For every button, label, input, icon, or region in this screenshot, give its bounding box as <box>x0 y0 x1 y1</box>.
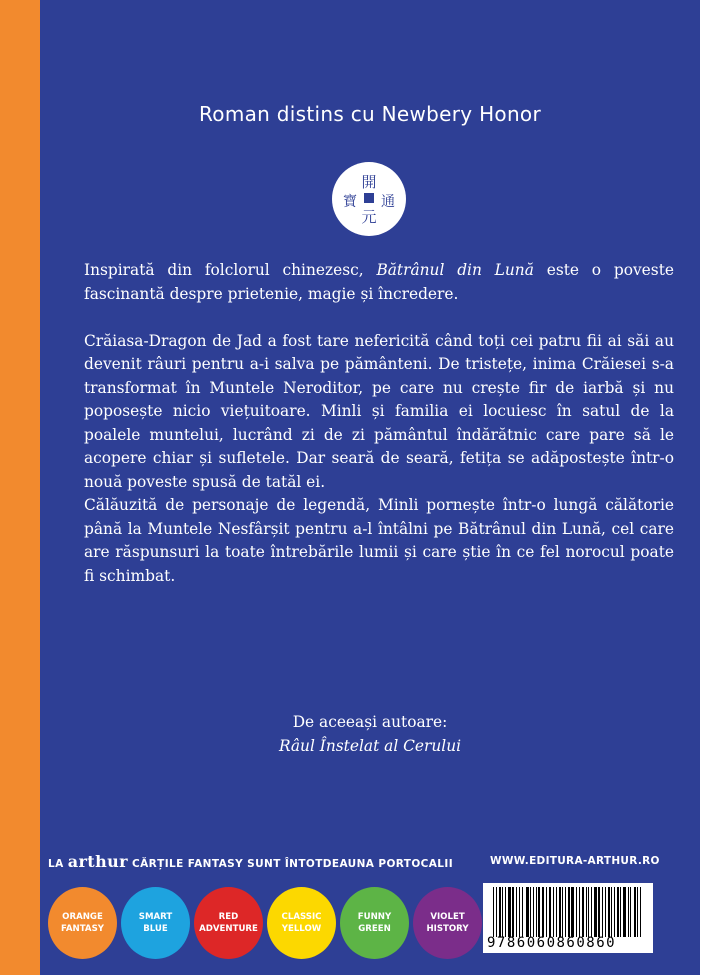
other-book-title: Râul Înstelat al Cerului <box>278 736 462 755</box>
svg-text:通: 通 <box>381 194 395 210</box>
publisher-logo: arthur <box>67 852 128 871</box>
coin-seal-logo <box>332 162 406 236</box>
collection-badge: FUNNY GREEN <box>340 887 409 959</box>
barcode-bar <box>516 887 517 937</box>
svg-text:寶: 寶 <box>343 194 357 210</box>
barcode-bar <box>594 887 597 937</box>
barcode-bar <box>576 887 577 937</box>
barcode-bar <box>553 887 554 937</box>
barcode-bar <box>502 887 503 937</box>
barcode-bar <box>579 887 580 937</box>
barcode-bar <box>623 887 626 937</box>
barcode-bar <box>522 887 524 937</box>
barcode-bar <box>493 887 494 937</box>
barcode-bar <box>536 887 537 937</box>
barcode-bar <box>637 887 638 937</box>
barcode-bar <box>559 887 561 937</box>
barcode-bar <box>617 887 619 937</box>
collection-badges <box>48 887 482 959</box>
blurb-paragraph: Călăuzită de personaje de legendă, Minli pornește într-o lungă călătorie până la Muntele Nesfârșit pentru a-l întâlni pe Bătrânul din Lună, cel care are răspunsuri la toate întrebările lumii și care știe în ce fel norocul poate fi schimbat. <box>84 496 674 585</box>
collection-badge: CLASSIC YELLOW <box>267 887 336 959</box>
barcode-bar <box>640 887 641 937</box>
barcode-bar <box>588 887 589 937</box>
barcode-bar <box>549 887 552 937</box>
barcode-bar <box>499 887 501 937</box>
blurb-intro: Inspirată din folclorul chinezesc, Bătrânul din Lună este o poveste fascinantă despre prietenie, magie și încredere. <box>84 261 674 303</box>
blurb <box>84 259 674 612</box>
barcode-bar <box>598 887 600 937</box>
award-headline: Roman distins cu Newbery Honor <box>198 102 541 126</box>
barcode-bar <box>630 887 631 937</box>
barcode-bars <box>493 887 643 937</box>
other-books <box>40 711 700 758</box>
barcode-bar <box>620 887 621 937</box>
back-cover <box>40 0 700 975</box>
barcode-bar <box>542 887 544 937</box>
barcode-bar <box>582 887 584 937</box>
barcode-bar <box>634 887 636 937</box>
barcode-bar <box>538 887 540 937</box>
barcode-bar <box>565 887 566 937</box>
blurb-paragraph: Crăiasa-Dragon de Jad a fost tare nefericită când toți cei patru fii ai săi au devenit râuri pentru a-i salva pe pământeni. De tristețe, inima Crăiesei s-a transformat în Muntele Neroditor, pe care nu crește fir de iarbă și nu poposește nicio viețuitoare. Minli și familia ei locuiesc în satul de la poalele muntelui, lucrând zi de zi pământul îndărătnic care pare să le acopere chiar și sufletele. Dar seară de seară, fetița se adăpostește într-o nouă poveste spusă de tatăl ei. <box>84 331 674 491</box>
collection-badge: SMART BLUE <box>121 887 190 959</box>
orange-spine-strip <box>0 0 40 975</box>
barcode-bar <box>556 887 557 937</box>
other-books-label: De aceeași autoare: <box>292 713 448 731</box>
barcode-bar <box>605 887 606 937</box>
collection-badge: RED ADVENTURE <box>194 887 263 959</box>
barcode-bar <box>512 887 514 937</box>
barcode-bar <box>611 887 612 937</box>
barcode-bar <box>608 887 610 937</box>
barcode-bar <box>586 887 587 937</box>
collection-badge: ORANGE FANTASY <box>48 887 117 959</box>
barcode-bar <box>496 887 497 937</box>
publisher-tagline: LA arthur CĂRȚILE FANTASY SUNT ÎNTOTDEAUNA PORTOCALII <box>48 852 454 871</box>
barcode-bar <box>568 887 570 937</box>
svg-text:開: 開 <box>361 173 377 191</box>
barcode-bar <box>519 887 520 937</box>
collection-badge: VIOLET HISTORY <box>413 887 482 959</box>
barcode-bar <box>533 887 534 937</box>
barcode-bar <box>526 887 529 937</box>
isbn-barcode <box>483 883 653 953</box>
barcode-bar <box>546 887 547 937</box>
barcode-bar <box>505 887 506 937</box>
barcode-bar <box>530 887 531 937</box>
isbn-number: 9786060860860 <box>487 935 617 951</box>
barcode-bar <box>571 887 574 937</box>
barcode-bar <box>602 887 603 937</box>
barcode-bar <box>591 887 592 937</box>
barcode-bar <box>562 887 563 937</box>
publisher-website: WWW.EDITURA-ARTHUR.RO <box>490 855 660 867</box>
book-title: Bătrânul din Lună <box>376 261 534 279</box>
barcode-bar <box>628 887 629 937</box>
svg-text:元: 元 <box>361 208 377 226</box>
barcode-bar <box>614 887 615 937</box>
barcode-bar <box>508 887 511 937</box>
